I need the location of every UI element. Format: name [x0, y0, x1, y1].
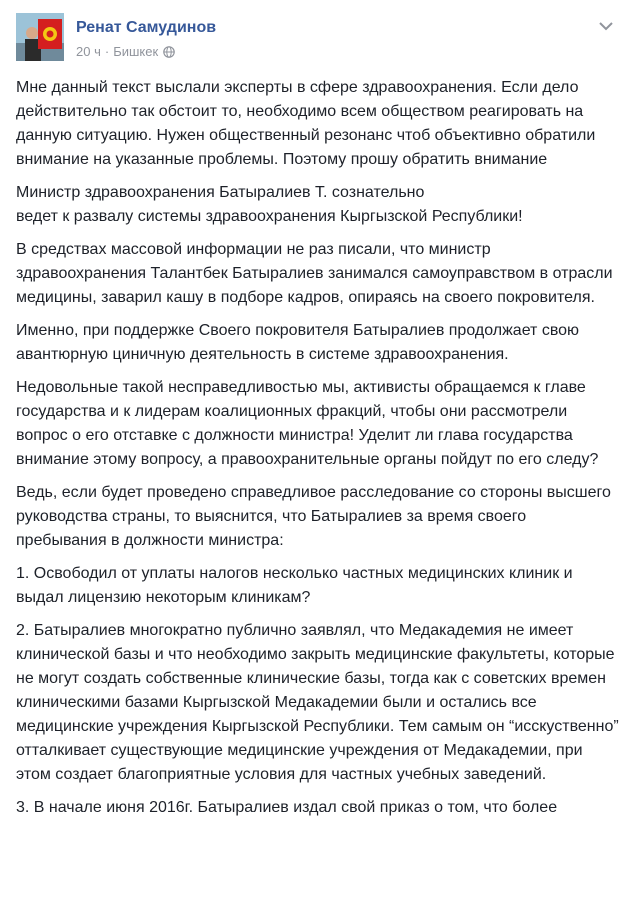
post-paragraph: В средствах массовой информации не раз писали, что министр здравоохранения Талантбек Батыралиев занимался самоуправством в отрасли медицины, заварил кашу в подборе кадров, опираясь на своего покровителя. [16, 241, 613, 306]
post-header [16, 13, 616, 61]
avatar[interactable] [16, 13, 64, 61]
post-paragraph: Именно, при поддержке Своего покровителя Батыралиев продолжает свою авантюрную циничную деятельность в системе здравоохранения. [16, 322, 580, 363]
post-body [16, 76, 620, 829]
post-paragraph: Мне данный текст выслали эксперты в сфере здравоохранения. Если дело действительно так обстоит то, необходимо всем обществом реагировать на данную ситуацию. Нужен общественный резонанс чтоб объективно обратили внимание на указанные проблемы. Поэтому прошу обратить внимание [16, 79, 596, 168]
post-paragraph: Министр здравоохранения Батыралиев Т. сознательно ведет к развалу системы здравоохранения Кыргызской Республики! [16, 184, 523, 225]
meta-separator: · [104, 44, 110, 59]
globe-icon[interactable] [163, 46, 175, 58]
post-paragraph: Ведь, если будет проведено справедливое расследование со стороны высшего руководства страны, то выяснится, что Батыралиев за время своего пребывания в должности министра: [16, 484, 611, 549]
avatar-photo [16, 13, 64, 61]
post-meta [76, 44, 175, 59]
post-paragraph: 3. В начале июня 2016г. Батыралиев издал свой приказ о том, что более [16, 799, 558, 816]
post-paragraph: 1. Освободил от уплаты налогов несколько частных медицинских клиник и выдал лицензию некоторым клиникам? [16, 565, 573, 606]
post-paragraph: Недовольные такой несправедливостью мы, активисты обращаемся к главе государства и к лидерам коалиционных фракций, чтобы они рассмотрели вопрос о его отставке с должности министра! Уделит ли глава государства внимание этому вопросу, а правоохранительные органы пойдут по его следу? [16, 379, 599, 468]
post-paragraph: 2. Батыралиев многократно публично заявлял, что Медакадемия не имеет клинической базы и что необходимо закрыть медицинские факультеты, которые не могут создать собственные клинические базы, тогда как с советских времен клиническими базами Кыргызской Медакадемии были и остались все медицинские учреждения Кыргызской Республики. Тем самым он “исскуственно” отталкивает существующие медицинские учреждения от Медакадемии, при этом создает благоприятные условия для частных учебных заведений. [16, 622, 619, 783]
post-time[interactable]: 20 ч [76, 44, 101, 59]
post-location[interactable]: Бишкек [113, 44, 159, 59]
author-name[interactable]: Ренат Самудинов [76, 19, 217, 36]
chevron-down-icon[interactable] [596, 16, 616, 36]
